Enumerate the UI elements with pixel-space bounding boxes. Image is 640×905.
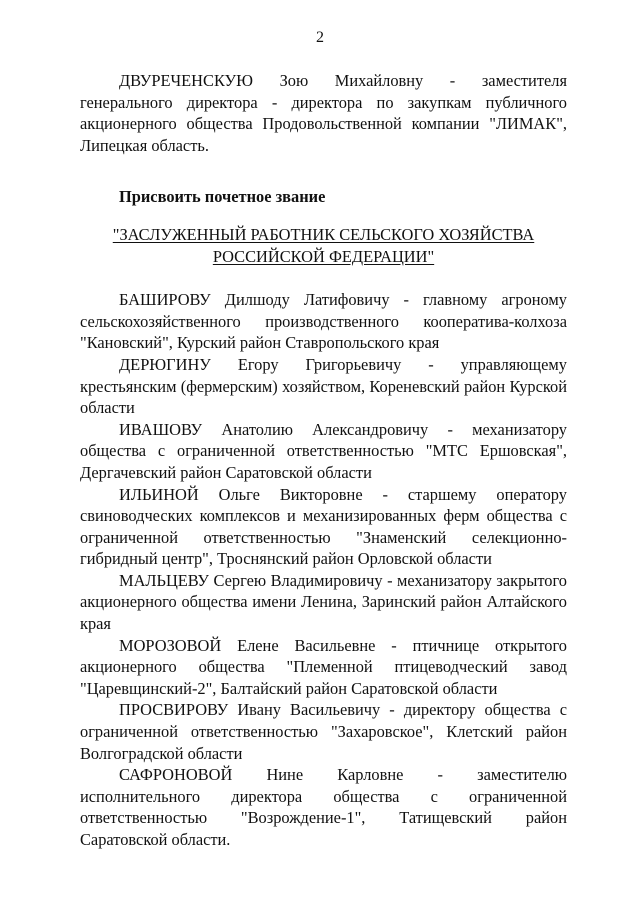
recipient-item: ДЕРЮГИНУ Егору Григорьевичу - управляющему крестьянским (фермерским) хозяйством, Кореневский район Курской области (80, 354, 567, 418)
recipient-item: ИВАШОВУ Анатолию Александровичу - механизатору общества с ограниченной ответственностью "МТС Ершовская", Дергачевский район Саратовской области (80, 419, 567, 482)
award-title-line-2: РОССИЙСКОЙ ФЕДЕРАЦИИ" (212, 246, 435, 266)
document-body (80, 70, 567, 851)
recipient-item: ПРОСВИРОВУ Ивану Васильевичу - директору общества с ограниченной ответственностью "Захаровское", Клетский район Волгоградской области (80, 700, 567, 763)
award-title (80, 224, 567, 267)
recipient-item: МАЛЬЦЕВУ Сергею Владимировичу - механизатору закрытого акционерного общества имени Ленина, Заринский район Алтайского края (80, 570, 567, 634)
award-title-line-1: "ЗАСЛУЖЕННЫЙ РАБОТНИК СЕЛЬСКОГО ХОЗЯЙСТВА (112, 224, 535, 244)
recipient-item: ИЛЬИНОЙ Ольге Викторовне - старшему оператору свиноводческих комплексов и механизированных ферм общества с ограниченной ответственностью "Знаменский селекционно-гибридный центр", Троснянский район Орловской области (80, 484, 567, 569)
intro-paragraph: ДВУРЕЧЕНСКУЮ Зою Михайловну - заместителя генерального директора - директора по закупкам публичного акционерного общества Продовольственной компании "ЛИМАК", Липецкая область. (80, 71, 567, 155)
page-number: 2 (316, 29, 324, 46)
recipient-item: БАШИРОВУ Дилшоду Латифовичу - главному агроному сельскохозяйственного производственного кооператива-колхоза "Кановский", Курский район Ставропольского края (80, 290, 567, 353)
recipient-item: МОРОЗОВОЙ Елене Васильевне - птичнице открытого акционерного общества "Племенной птицеводческий завод "Царевщинский-2", Балтайский район Саратовской области (80, 635, 567, 698)
award-intro-heading: Присвоить почетное звание (119, 187, 326, 207)
recipient-item: САФРОНОВОЙ Нине Карловне - заместителю исполнительного директора общества с ограниченной ответственностью "Возрождение-1", Татищевский район Саратовской области. (80, 765, 567, 849)
recipient-list (80, 289, 567, 850)
